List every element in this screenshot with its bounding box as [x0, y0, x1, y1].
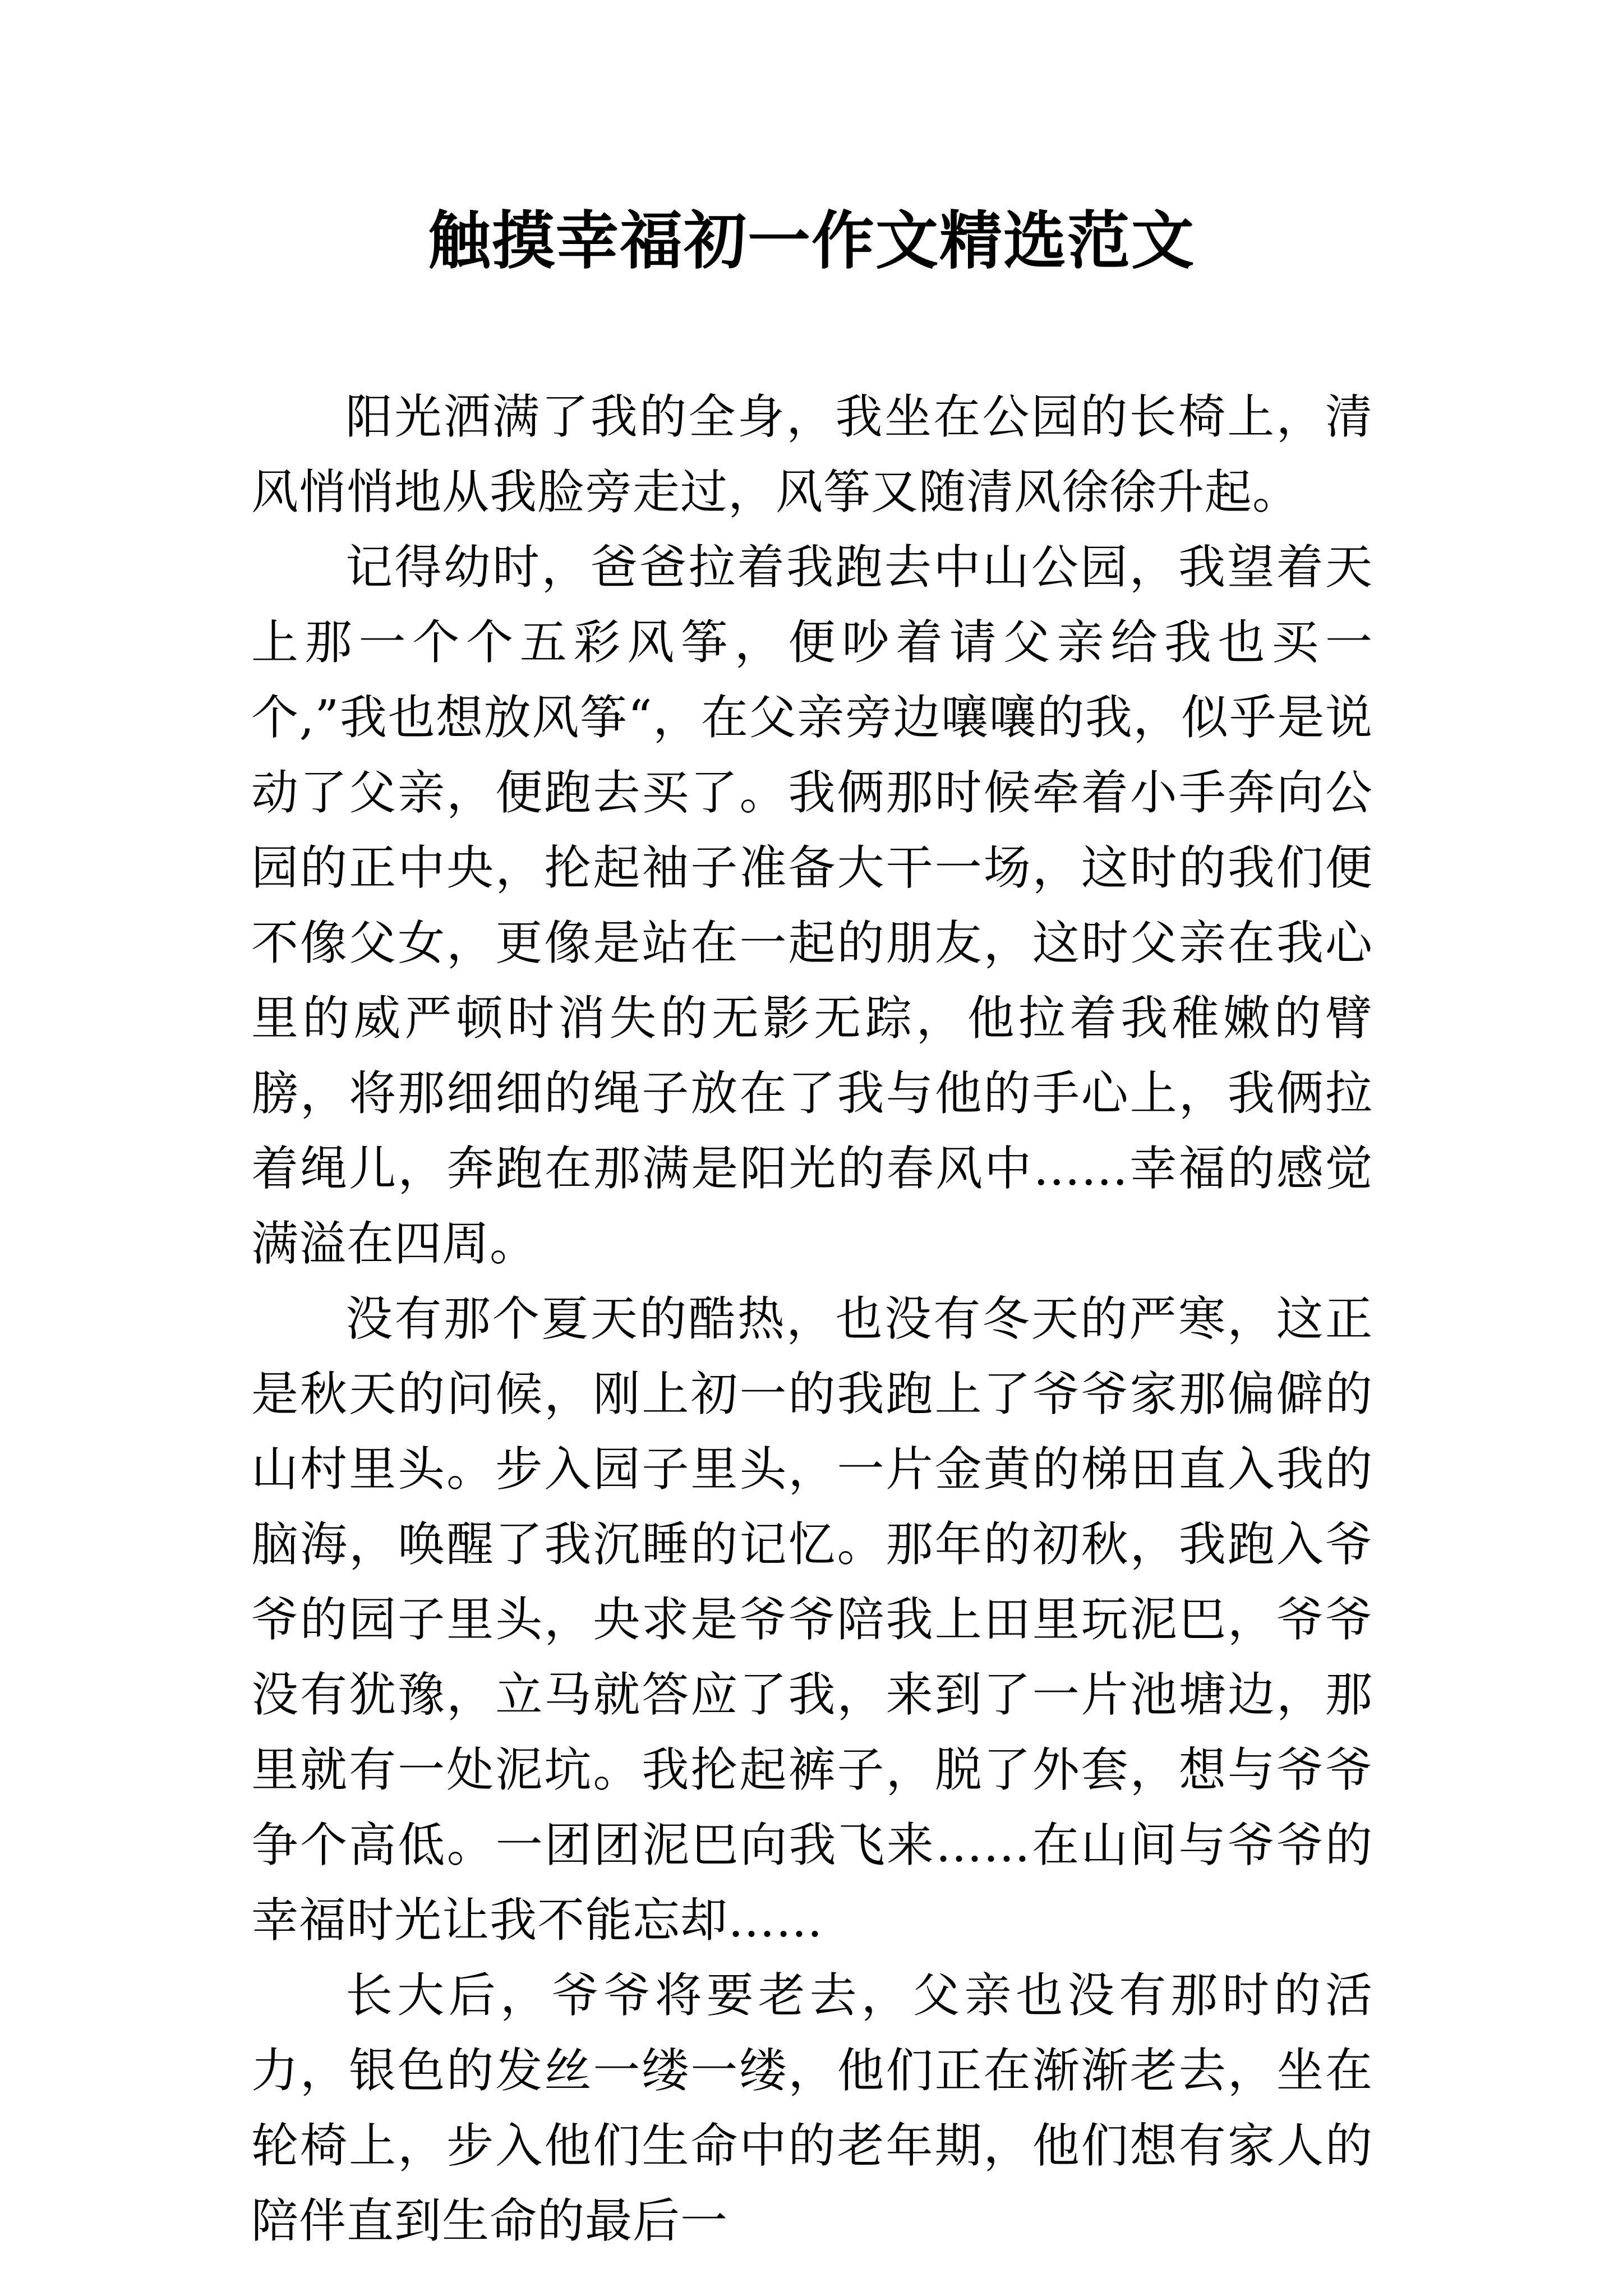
document-title: 触摸幸福初一作文精选范文 [428, 205, 1195, 278]
paragraph: 阳光洒满了我的全身，我坐在公园的长椅上，清风悄悄地从我脸旁走过，风筝又随清风徐徐升起。 [251, 389, 1373, 519]
document-body [251, 379, 1373, 2258]
paragraph: 长大后，爷爷将要老去，父亲也没有那时的活力，银色的发丝一缕一缕，他们正在渐渐老去，坐在轮椅上，步入他们生命中的老年期，他们想有家人的陪伴直到生命的最后一 [251, 1968, 1373, 2248]
paragraph: 记得幼时，爸爸拉着我跑去中山公园，我望着天上那一个个五彩风筝，便吵着请父亲给我也买一个,”我也想放风筝“，在父亲旁边嚷嚷的我，似乎是说动了父亲，便跑去买了。我俩那时候牵着小手奔向公园的正中央，抡起袖子准备大干一场，这时的我们便不像父女，更像是站在一起的朋友，这时父亲在我心里的威严顿时消失的无影无踪，他拉着我稚嫩的臂膀，将那细细的绳子放在了我与他的手心上，我俩拉着绳儿，奔跑在那满是阳光的春风中……幸福的感觉满溢在四周。 [251, 540, 1373, 1271]
paragraph: 没有那个夏天的酷热，也没有冬天的严寒，这正是秋天的问候，刚上初一的我跑上了爷爷家那偏僻的山村里头。步入园子里头，一片金黄的梯田直入我的脑海，唤醒了我沉睡的记忆。那年的初秋，我跑入爷爷的园子里头，央求是爷爷陪我上田里玩泥巴，爷爷没有犹豫，立马就答应了我，来到了一片池塘边，那里就有一处泥坑。我抡起裤子，脱了外套，想与爷爷争个高低。一团团泥巴向我飞来……在山间与爷爷的幸福时光让我不能忘却…… [251, 1291, 1373, 1948]
